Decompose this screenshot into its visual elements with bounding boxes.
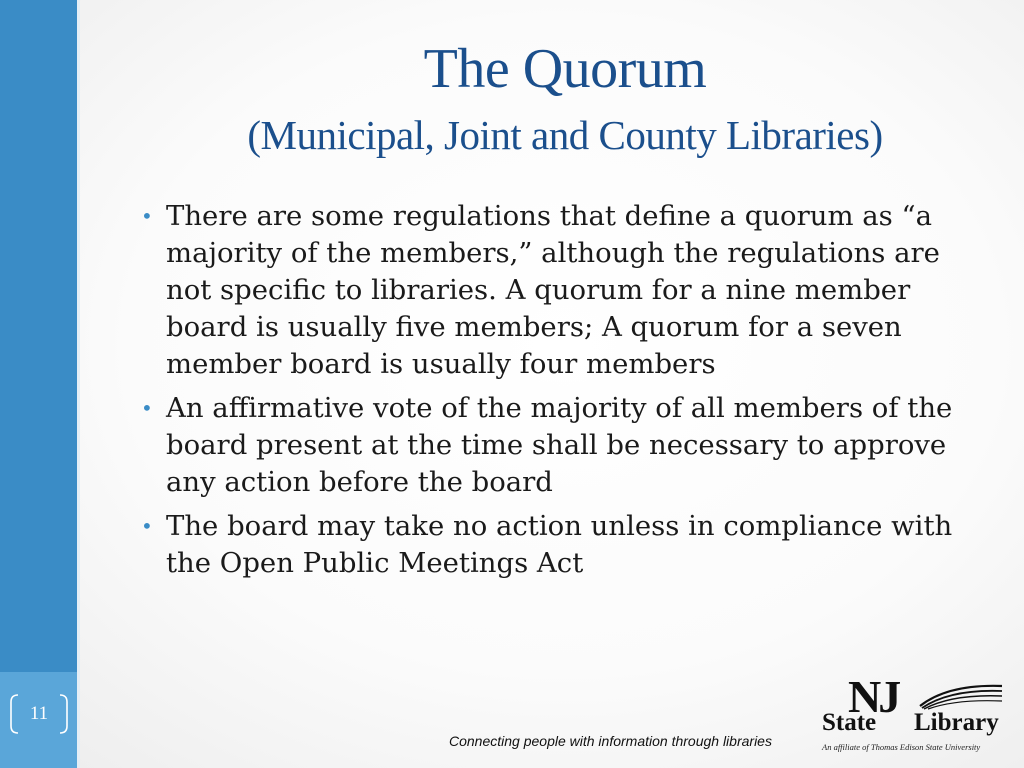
bullet-text: An affirmative vote of the majority of all members of the board present at the time shall be necessary to approve any action before the board bbox=[166, 392, 953, 498]
bullet-list bbox=[140, 198, 970, 589]
bullet-text: The board may take no action unless in compliance with the Open Public Meetings Act bbox=[166, 510, 953, 579]
page-number: 11 bbox=[29, 703, 49, 724]
slide-subtitle: (Municipal, Joint and County Libraries) bbox=[247, 112, 883, 158]
bullet-item bbox=[140, 390, 970, 501]
nj-state-library-logo bbox=[818, 672, 1008, 760]
logo-affiliate-text: An affiliate of Thomas Edison State University bbox=[822, 742, 981, 752]
bullet-text: There are some regulations that define a quorum as “a majority of the members,” although the regulations are not specific to libraries. A quorum for a nine member board is usually five members; A quorum for a seven member board is usually four members bbox=[166, 200, 940, 380]
page-number-frame bbox=[8, 692, 70, 736]
swoosh-icon bbox=[918, 680, 1004, 710]
slide-title: The Quorum bbox=[423, 38, 707, 100]
sidebar-accent-line bbox=[77, 0, 80, 768]
bullet-icon: • bbox=[141, 396, 153, 420]
sidebar-band bbox=[0, 0, 77, 768]
page-number-block bbox=[0, 672, 77, 768]
bullet-icon: • bbox=[141, 204, 153, 228]
bullet-item bbox=[140, 508, 970, 582]
logo-nj-text: NJ bbox=[848, 671, 899, 722]
footer-tagline: Connecting people with information through libraries bbox=[449, 733, 772, 749]
bullet-icon: • bbox=[141, 514, 153, 538]
logo-library-text: Library bbox=[914, 709, 999, 736]
bullet-item bbox=[140, 198, 970, 383]
logo-state-text: State bbox=[822, 709, 877, 736]
